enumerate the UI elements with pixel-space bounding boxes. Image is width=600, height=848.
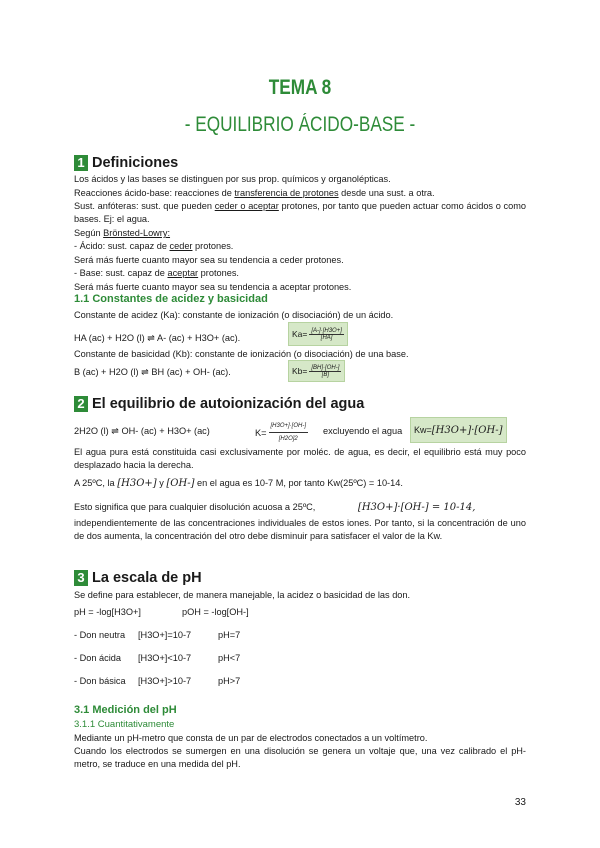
ph-value: pH>7 bbox=[218, 676, 241, 686]
section-title: La escala de pH bbox=[92, 570, 202, 586]
condition: [H3O+]<10-7 bbox=[138, 653, 192, 663]
page-subtitle: - EQUILIBRIO ÁCIDO-BASE - bbox=[184, 113, 416, 136]
paragraph: El agua pura está constituida casi exclusivamente por moléc. de agua, es decir, el equilibrio está muy poco desplazado hacia la derecha. bbox=[74, 447, 526, 470]
paragraph: Reacciones ácido-base: reacciones de transferencia de protones desde una sust. a otra. bbox=[74, 188, 435, 198]
page-title: TEMA 8 bbox=[268, 76, 332, 99]
paragraph: Esto significa que para cualquier disolución acuosa a 25ºC, [H3O+]·[OH-] = 10-14, bbox=[74, 502, 476, 513]
section-title: Definiciones bbox=[92, 155, 179, 171]
list-item: - Don básica bbox=[74, 676, 126, 686]
section-2-heading bbox=[74, 396, 364, 412]
subsubsection-heading: 3.1.1 Cuantitativamente bbox=[74, 719, 175, 730]
paragraph: independientemente de las concentraciones individuales de estos iones. Por tanto, si la concentración de uno de dos aumenta, la concentración del otro debe disminuir para satisfacer el valor de la Kw. bbox=[74, 518, 526, 541]
condition: [H3O+]>10-7 bbox=[138, 676, 192, 686]
list-item: - Don neutra bbox=[74, 630, 126, 640]
paragraph: Será más fuerte cuanto mayor sea su tendencia a ceder protones. bbox=[74, 255, 344, 265]
list-item: - Ácido: sust. capaz de ceder protones. bbox=[74, 241, 234, 251]
section-number: 3 bbox=[74, 570, 88, 586]
paragraph: A 25ºC, la [H3O+] y [OH-] en el agua es 10-7 M, por tanto Kw(25ºC) = 10-14. bbox=[74, 478, 403, 489]
equation: 2H2O (l) ⇌ OH- (ac) + H3O+ (ac) bbox=[74, 426, 210, 436]
section-number: 1 bbox=[74, 155, 88, 171]
paragraph: Será más fuerte cuanto mayor sea su tendencia a aceptar protones. bbox=[74, 282, 352, 292]
section-number: 2 bbox=[74, 396, 88, 412]
paragraph: Cuando los electrodos se sumergen en una disolución se genera un voltaje que, una vez calibrado el pH-metro, se traduce en una medida del pH. bbox=[74, 746, 526, 769]
kb-formula-box: Kb= $\frac{[BH]\cdot[OH-]}{[B]}$ bbox=[288, 360, 345, 382]
list-item: - Base: sust. capaz de aceptar protones. bbox=[74, 268, 239, 278]
k-formula: K= $\frac{[H3O+]\cdot[OH-]}{[H2O]2}$ bbox=[255, 420, 308, 445]
ka-formula-box: Ka= $\frac{[A-]\cdot[H3O+]}{[HA]}$ bbox=[288, 322, 348, 346]
list-item: - Don ácida bbox=[74, 653, 121, 663]
paragraph: Según Brönsted-Lowry: bbox=[74, 228, 171, 238]
subsection-heading: 1.1 Constantes de acidez y basicidad bbox=[74, 293, 268, 305]
equation: B (ac) + H2O (l) ⇌ BH (ac) + OH- (ac). bbox=[74, 367, 231, 377]
poh-formula: pOH = -log[OH-] bbox=[182, 607, 249, 617]
section-3-heading bbox=[74, 570, 202, 586]
paragraph: Constante de acidez (Ka): constante de ionización (o disociación) de un ácido. bbox=[74, 310, 394, 320]
text: excluyendo el agua bbox=[323, 426, 403, 436]
section-title: El equilibrio de autoionización del agua bbox=[92, 396, 365, 412]
section-1-heading bbox=[74, 155, 178, 171]
subsection-heading: 3.1 Medición del pH bbox=[74, 704, 177, 716]
paragraph: Mediante un pH-metro que consta de un par de electrodos conectados a un voltímetro. bbox=[74, 733, 428, 743]
ph-value: pH<7 bbox=[218, 653, 241, 663]
ph-value: pH=7 bbox=[218, 630, 241, 640]
kw-formula-box: Kw= [H3O+]·[OH-] bbox=[410, 417, 507, 443]
equation: HA (ac) + H2O (l) ⇌ A- (ac) + H3O+ (ac). bbox=[74, 333, 241, 343]
paragraph: Los ácidos y las bases se distinguen por sus prop. químicos y organolépticas. bbox=[74, 174, 391, 184]
ph-formula: pH = -log[H3O+] bbox=[74, 607, 141, 617]
paragraph: Se define para establecer, de manera manejable, la acidez o basicidad de las don. bbox=[74, 590, 411, 600]
page-number: 33 bbox=[514, 797, 526, 808]
condition: [H3O+]=10-7 bbox=[138, 630, 192, 640]
paragraph: Sust. anfóteras: sust. que pueden ceder o aceptar protones, por tanto que pueden actuar como ácidos o como bases. Ej: el agua. bbox=[74, 201, 526, 224]
paragraph: Constante de basicidad (Kb): constante de ionización (o disociación) de una base. bbox=[74, 349, 409, 359]
